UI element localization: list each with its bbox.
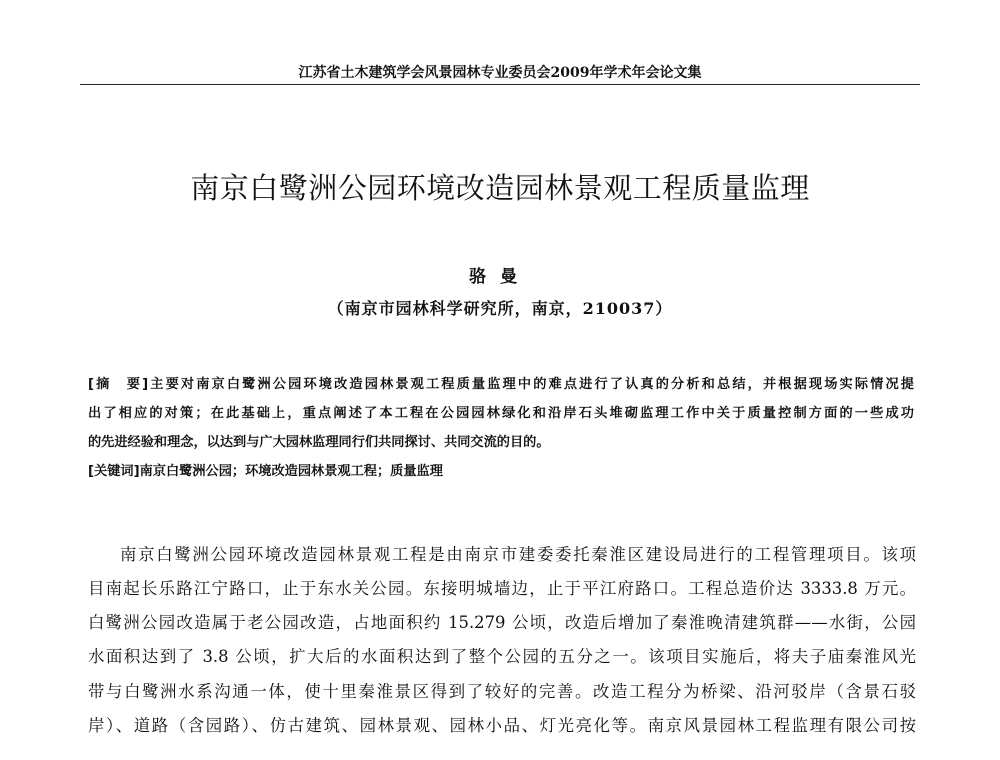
- body-line: 目南起长乐路江宁路口，止于东水关公园。东接明城墙边，止于平江府路口。工程总造价达 3333.8 万元。: [88, 579, 916, 598]
- keywords-line: [88, 460, 914, 479]
- author: 骆曼: [469, 267, 531, 287]
- abstract-text: 主要对南京白鹭洲公园环境改造园林景观工程质量监理中的难点进行了认真的分析和总结，并根据现场实际情况提: [148, 377, 914, 392]
- body-line: 带与白鹭洲水系沟通一体，使十里秦淮景区得到了较好的完善。改造工程分为桥梁、沿河驳岸（含景石驳: [88, 682, 916, 701]
- abstract-line: 出了相应的对策；在此基础上，重点阐述了本工程在公园园林绿化和沿岸石头堆砌监理工作中关于质量控制方面的一些成功: [88, 406, 914, 421]
- abstract-line: 的先进经验和理念，以达到与广大园林监理同行们共同探讨、共同交流的目的。: [88, 435, 550, 450]
- affiliation: （南京市园林科学研究所，南京，210037）: [327, 299, 673, 318]
- abstract-line: [88, 373, 914, 392]
- body-line: 水面积达到了 3.8 公顷，扩大后的水面积达到了整个公园的五分之一。该项目实施后，将夫子庙秦淮风光: [88, 647, 916, 666]
- keywords-text: 南京白鹭洲公园；环境改造园林景观工程；质量监理: [139, 464, 443, 479]
- header-rule: [80, 84, 920, 85]
- running-header: 江苏省土木建筑学会风景园林专业委员会2009年学术年会论文集: [298, 65, 702, 81]
- keywords-label: [关键词]: [88, 464, 140, 479]
- body-line: 岸）、道路（含园路）、仿古建筑、园林景观、园林小品、灯光亮化等。南京风景园林工程监理有限公司按: [88, 716, 916, 735]
- body-line: 南京白鹭洲公园环境改造园林景观工程是由南京市建委委托秦淮区建设局进行的工程管理项目。该项: [120, 545, 916, 564]
- paper-title: 南京白鹭洲公园环境改造园林景观工程质量监理: [190, 171, 810, 205]
- body-line: 白鹭洲公园改造属于老公园改造，占地面积约 15.279 公顷，改造后增加了秦淮晚清建筑群——水街，公园: [88, 613, 916, 632]
- abstract-label: [摘 要]: [88, 377, 149, 392]
